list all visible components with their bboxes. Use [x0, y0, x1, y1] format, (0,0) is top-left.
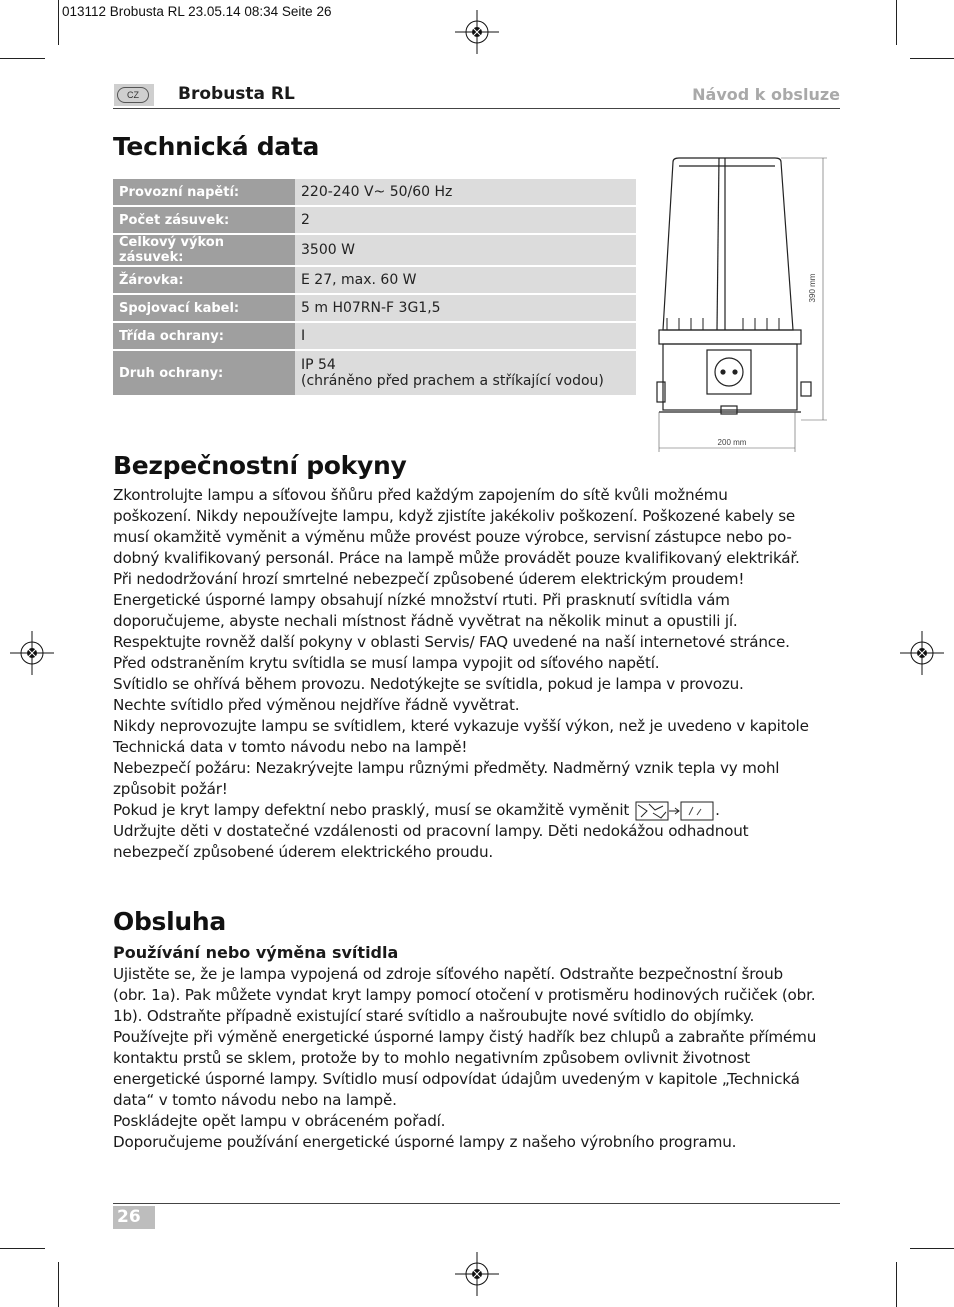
table-row	[113, 295, 636, 321]
product-name: Brobusta RL	[178, 84, 295, 104]
lamp-illustration	[655, 150, 835, 460]
spec-value-line: (chráněno před prachem a stříkající vodou)	[301, 373, 604, 389]
crop-mark	[0, 1248, 45, 1249]
crop-mark	[910, 1248, 954, 1249]
text-line: nebezpečí způsobené úderem elektrického proudu.	[113, 843, 493, 861]
language-badge	[114, 84, 154, 106]
width-dimension: 200 mm	[717, 438, 747, 447]
spec-table	[113, 177, 636, 397]
text-line: Nikdy neprovozujte lampu se svítidlem, které vykazuje vyšší výkon, než je uvedeno v kapitole	[113, 717, 809, 735]
header-divider	[113, 108, 840, 109]
crop-mark	[0, 58, 45, 59]
text-line: Svítidlo se ohřívá během provozu. Nedotýkejte se svítidla, pokud je lampa v provozu.	[113, 675, 744, 693]
manual-title: Návod k obsluze	[692, 85, 840, 104]
text-line: data“ v tomto návodu nebo na lampě.	[113, 1091, 397, 1109]
spec-value: 2	[295, 207, 636, 233]
text-line: (obr. 1a). Pak můžete vyndat kryt lampy pomocí otočení v protisměru hodinových ručiček (obr.	[113, 986, 816, 1004]
crop-mark	[58, 1262, 59, 1307]
text-line: energetické úsporné lampy. Svítidlo musí odpovídat údajům uvedeným v kapitole „Technická	[113, 1070, 800, 1088]
footer-divider	[113, 1203, 840, 1204]
spec-value-line: IP 54	[301, 357, 336, 373]
table-row	[113, 179, 636, 205]
crop-mark	[896, 1262, 897, 1307]
text-line: poškození. Nikdy nepoužívejte lampu, když zjistíte jakékoliv poškození. Poškozené kabely se	[113, 507, 796, 525]
spec-key: Žárovka:	[113, 267, 295, 293]
table-row	[113, 267, 636, 293]
text-line: Zkontrolujte lampu a síťovou šňůru před každým zapojením do sítě kvůli možnému	[113, 486, 728, 504]
crop-mark	[896, 0, 897, 45]
text-line-with-icons	[113, 800, 843, 821]
text-line: Při nedodržování hrozí smrtelné nebezpečí způsobené úderem elektrickým proudem!	[113, 570, 745, 588]
operation-heading: Obsluha	[113, 907, 226, 936]
text-line: Před odstraněním krytu svítidla se musí lampa vypojit od síťového napětí.	[113, 654, 660, 672]
spec-value: 3500 W	[295, 235, 636, 265]
text-line: Nebezpečí požáru: Nezakrývejte lampu různými předměty. Nadměrný vznik tepla vy mohl	[113, 759, 780, 777]
spec-key: Třída ochrany:	[113, 323, 295, 349]
safety-text	[113, 485, 843, 863]
registration-mark-icon	[10, 631, 54, 675]
table-row	[113, 235, 636, 265]
operation-subheading: Používání nebo výměna svítidla	[113, 943, 399, 962]
text-line: Respektujte rovněž další pokyny v oblasti Servis/ FAQ uvedené na naší internetové stránce.	[113, 633, 790, 651]
text-line: musí okamžitě vyměnit a výměnu může provést pouze výrobce, servisní zástupce nebo po-	[113, 528, 792, 546]
text-line: Používejte při výměně energetické úsporné lampy čistý hadřík bez chlupů a zabraňte přímému	[113, 1028, 817, 1046]
text-line: Energetické úsporné lampy obsahují nízké množství rtuti. Při prasknutí svítidla vám	[113, 591, 730, 609]
table-row	[113, 351, 636, 395]
text-line: Poskládejte opět lampu v obráceném pořadí.	[113, 1112, 446, 1130]
table-row	[113, 207, 636, 233]
spec-value	[295, 351, 636, 395]
text-line: způsobit požár!	[113, 780, 228, 798]
spec-value: 220-240 V~ 50/60 Hz	[295, 179, 636, 205]
period: .	[715, 801, 720, 819]
text-line: Ujistěte se, že je lampa vypojená od zdroje síťového napětí. Odstraňte bezpečnostní šroub	[113, 965, 783, 983]
spec-value: E 27, max. 60 W	[295, 267, 636, 293]
text-line: dobný kvalifikovaný personál. Práce na lampě může provádět pouze kvalifikovaný elektrikář.	[113, 549, 800, 567]
table-row	[113, 323, 636, 349]
spec-key: Druh ochrany:	[113, 351, 295, 395]
safety-heading: Bezpečnostní pokyny	[113, 451, 407, 480]
text-line: 1b). Odstraňte případně existující staré svítidlo a našroubujte nové svítidlo do objímky.	[113, 1007, 755, 1025]
tech-data-heading: Technická data	[113, 132, 320, 161]
spec-key: Spojovací kabel:	[113, 295, 295, 321]
broken-cover-icon	[635, 801, 715, 821]
text-line: kontaktu prstů se sklem, protože by to mohlo negativním způsobem ovlivnit životnost	[113, 1049, 751, 1067]
text-line: doporučujeme, abyste nechali místnost řádně vyvětrat na několik minut a opustili jí.	[113, 612, 738, 630]
spec-key: Celkový výkon zásuvek:	[113, 235, 295, 265]
text-line: Nechte svítidlo před výměnou nejdříve řádně vyvětrat.	[113, 696, 520, 714]
operation-text	[113, 964, 843, 1153]
registration-mark-icon	[900, 631, 944, 675]
spec-value: 5 m H07RN-F 3G1,5	[295, 295, 636, 321]
text-line: Doporučujeme používání energetické úsporné lampy z našeho výrobního programu.	[113, 1133, 737, 1151]
height-dimension: 390 mm	[808, 273, 817, 303]
page-number: 26	[113, 1206, 155, 1229]
spec-key: Provozní napětí:	[113, 179, 295, 205]
registration-mark-icon	[455, 1252, 499, 1296]
spec-value: I	[295, 323, 636, 349]
spec-key: Počet zásuvek:	[113, 207, 295, 233]
text-line: Pokud je kryt lampy defektní nebo prasklý, musí se okamžitě vyměnit	[113, 801, 630, 819]
language-code: CZ	[117, 87, 149, 103]
crop-mark	[910, 58, 954, 59]
print-header: 013112 Brobusta RL 23.05.14 08:34 Seite 26	[62, 4, 332, 19]
text-line: Technická data v tomto návodu nebo na lampě!	[113, 738, 468, 756]
registration-mark-icon	[455, 10, 499, 54]
crop-mark	[58, 0, 59, 45]
text-line: Udržujte děti v dostatečné vzdálenosti od pracovní lampy. Děti nedokážou odhadnout	[113, 822, 749, 840]
